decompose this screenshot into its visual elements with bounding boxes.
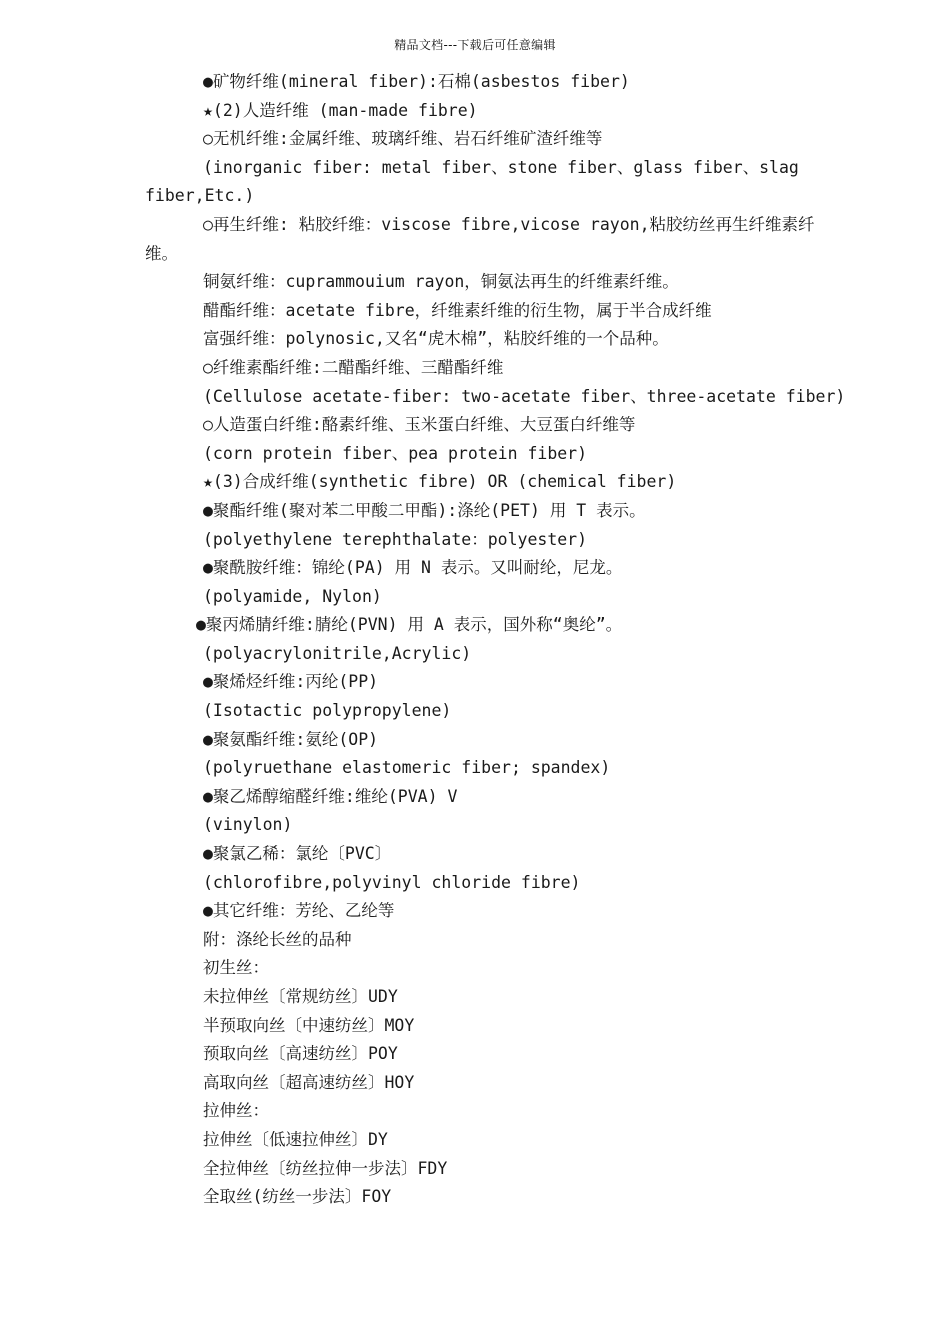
text-line: (chlorofibre,polyvinyl chloride fibre) bbox=[203, 872, 581, 892]
text-line: fiber,Etc.) bbox=[145, 186, 255, 206]
text-line: ○人造蛋白纤维:酪素纤维、玉米蛋白纤维、大豆蛋白纤维等 bbox=[203, 415, 636, 435]
text-line: (polyamide, Nylon) bbox=[203, 586, 382, 606]
text-line: (vinylon) bbox=[203, 815, 293, 835]
text-line: 未拉伸丝〔常规纺丝〕UDY bbox=[203, 987, 398, 1006]
text-line: ●聚烯烃纤维:丙纶(PP) bbox=[203, 672, 379, 692]
text-line: (polyruethane elastomeric fiber; spandex) bbox=[203, 758, 611, 778]
text-line: ●其它纤维：芳纶、乙纶等 bbox=[203, 901, 395, 921]
text-line: 高取向丝〔超高速纺丝〕HOY bbox=[203, 1072, 415, 1092]
text-line: (polyacrylonitrile,Acrylic) bbox=[203, 643, 472, 663]
text-line: 半预取向丝〔中速纺丝〕MOY bbox=[203, 1015, 415, 1035]
text-line: (inorganic fiber: metal fiber、stone fiber、glass fiber、slag bbox=[203, 157, 799, 177]
text-line: ○再生纤维: 粘胶纤维：viscose fibre,vicose rayon,粘胶纺丝再生纤维素纤 bbox=[203, 214, 815, 234]
text-line: 全取丝(纺丝一步法〕FOY bbox=[203, 1187, 392, 1207]
text-line: 初生丝： bbox=[203, 958, 269, 978]
text-line: ●聚酯纤维(聚对苯二甲酸二甲酯):涤纶(PET) 用 T 表示。 bbox=[203, 500, 646, 520]
text-line: ●矿物纤维(mineral fiber):石棉(asbestos fiber) bbox=[203, 72, 630, 91]
page-header: 精品文档---下载后可任意编辑 bbox=[394, 38, 556, 52]
text-line: ○纤维素酯纤维:二醋酯纤维、三醋酯纤维 bbox=[203, 357, 504, 377]
text-line: ●聚氨酯纤维:氨纶(OP) bbox=[203, 729, 379, 749]
text-line: ●聚丙烯腈纤维:腈纶(PVN) 用 A 表示，国外称“奥纶”。 bbox=[196, 615, 623, 635]
text-line: 维。 bbox=[145, 243, 178, 263]
document-body bbox=[0, 68, 950, 1212]
text-line: 铜氨纤维：cuprammouium rayon，铜氨法再生的纤维素纤维。 bbox=[203, 272, 679, 292]
text-line: ★(2)人造纤维 (man-made fibre) bbox=[203, 100, 478, 120]
text-line: (Isotactic polypropylene) bbox=[203, 701, 452, 721]
text-line: ●聚氯乙稀：氯纶〔PVC〕 bbox=[203, 844, 392, 864]
text-line: 附：涤纶长丝的品种 bbox=[203, 929, 352, 949]
text-line: ★(3)合成纤维(synthetic fibre) OR (chemical fiber) bbox=[203, 472, 677, 492]
text-line: 全拉伸丝〔纺丝拉伸一步法〕FDY bbox=[203, 1158, 448, 1178]
text-line: ●聚乙烯醇缩醛纤维:维纶(PVA) V bbox=[203, 786, 458, 806]
text-line: 富强纤维：polynosic,又名“虎木棉”，粘胶纤维的一个品种。 bbox=[203, 329, 669, 349]
text-line: (Cellulose acetate-fiber: two-acetate fiber、three-acetate fiber) bbox=[203, 386, 846, 406]
text-line: 拉伸丝： bbox=[203, 1101, 269, 1121]
text-line: ●聚酰胺纤维：锦纶(PA) 用 N 表示。又叫耐纶，尼龙。 bbox=[203, 558, 623, 578]
text-line: ○无机纤维:金属纤维、玻璃纤维、岩石纤维矿渣纤维等 bbox=[203, 129, 603, 149]
text-line: 预取向丝〔高速纺丝〕POY bbox=[203, 1044, 398, 1064]
text-line: 拉伸丝〔低速拉伸丝〕DY bbox=[203, 1129, 388, 1149]
text-line: 醋酯纤维：acetate fibre，纤维素纤维的衍生物，属于半合成纤维 bbox=[203, 300, 712, 320]
text-line: (corn protein fiber、pea protein fiber) bbox=[203, 443, 588, 463]
text-line: (polyethylene terephthalate：polyester) bbox=[203, 529, 588, 549]
